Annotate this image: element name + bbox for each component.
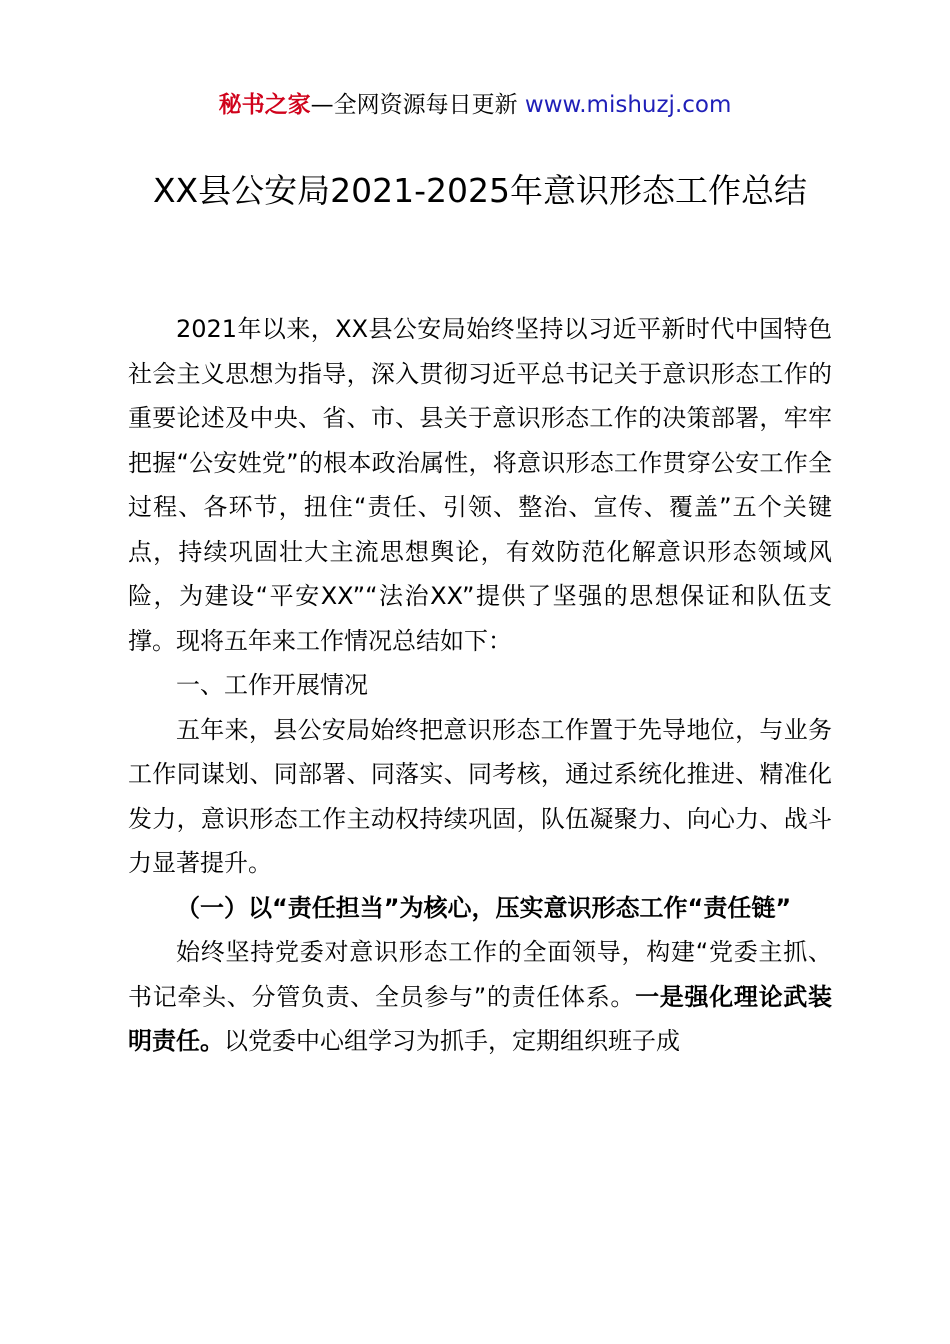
- subsection-paragraph-bold: 一是强化理论武装明责任。: [128, 982, 832, 1055]
- document-body: [128, 307, 832, 1064]
- site-header: [0, 88, 950, 122]
- subsection-paragraph-start: 始终坚持党委对意识形态工作的全面领导，构建“党委主抓、书记牵头、分管负责、全员参与”的责任体系。: [128, 938, 832, 1011]
- document-title: XX县公安局2021-2025年意识形态工作总结: [152, 171, 808, 210]
- section-heading: 一、工作开展情况: [176, 671, 368, 699]
- site-url-link[interactable]: www.mishuzj.com: [524, 92, 732, 118]
- subsection-paragraph: [128, 930, 832, 1064]
- subsection-heading: （一）以“责任担当”为核心，压实意识形态工作“责任链”: [176, 893, 792, 922]
- section-paragraph: 五年来，县公安局始终把意识形态工作置于先导地位，与业务工作同谋划、同部署、同落实、同考核，通过系统化推进、精准化发力，意识形态工作主动权持续巩固，队伍凝聚力、向心力、战斗力显著提升。: [128, 715, 832, 877]
- subsection-paragraph-end: 以党委中心组学习为抓手，定期组织班子成: [224, 1027, 680, 1055]
- header-tagline: —全网资源每日更新: [310, 92, 518, 118]
- intro-paragraph: 2021年以来，XX县公安局始终坚持以习近平新时代中国特色社会主义思想为指导，深入贯彻习近平总书记关于意识形态工作的重要论述及中央、省、市、县关于意识形态工作的决策部署，牢牢把握“公安姓党”的根本政治属性，将意识形态工作贯穿公安工作全过程、各环节，扭住“责任、引领、整治、宣传、覆盖”五个关键点，持续巩固壮大主流思想舆论，有效防范化解意识形态领域风险，为建设“平安XX”“法治XX”提供了坚强的思想保证和队伍支撑。现将五年来工作情况总结如下：: [128, 315, 832, 655]
- brand-name: 秘书之家: [218, 92, 311, 118]
